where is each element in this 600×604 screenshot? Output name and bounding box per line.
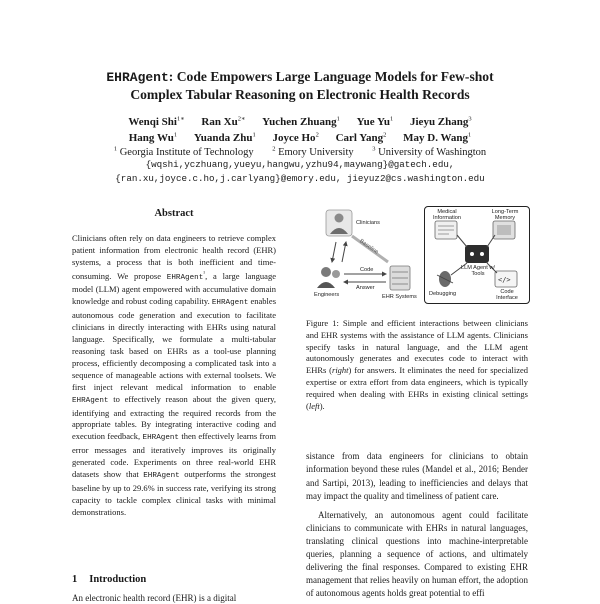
left-column: [72, 208, 276, 519]
author: Yuanda Zhu$^1$: [193, 131, 256, 144]
label-clinicians: Clinicians: [356, 220, 380, 226]
affiliation: $^1$ Georgia Institute of Technology: [113, 145, 254, 158]
author-row-2: [50, 130, 550, 146]
title-code-name: EHRAgent: [106, 70, 169, 85]
debugging-icon: [437, 271, 453, 287]
affiliation: $^2$ Emory University: [272, 145, 354, 158]
author: Joyce Ho$^2$: [272, 131, 319, 144]
author: Yue Yu$^1$: [356, 115, 394, 128]
right-paragraph-1: sistance from data engineers for clinicians to obtain information beyond these rules (Mandel et al., 2016; Bender and Sartipi, 2013), leading to inefficiencies and delays that may impact the quality and timeliness of patient care.: [306, 451, 528, 501]
label-baseline: Baseline: [358, 238, 380, 256]
figure-left-panel: [312, 206, 422, 302]
author: Hang Wu$^1$: [128, 131, 178, 144]
figure-1-caption: Figure 1: Simple and efficient interactions between clinicians and EHR systems with the assistance of LLM agents. Clinicians specify tasks in natural language, and the LLM agent autonomously generates and executes code to interact with EHRs (right) for answers. It eliminates the need for specialized expertise or extra effort from data engineers, which is typically required when dealing with EHRs in existing clinical settings (left).: [306, 318, 528, 411]
paper-title: [40, 68, 560, 103]
author: May D. Wang$^1$: [403, 131, 472, 144]
author-emails: [60, 158, 540, 186]
author: Ran $Xu^{2∗}$: [201, 115, 246, 128]
author-list: [50, 114, 550, 146]
abstract-text: Clinicians often rely on data engineers to retrieve complex patient information from electronic health record (EHR) systems, a process that is both inefficient and time-consuming. We propose EHRAgent$^{^1}$, a large language model (LLM) agent empowered with accumulative domain knowledge and robust coding capability. EHRAgent enables autonomous code generation and execution to facilitate clinicians in directly interacting with EHRs using natural language. Specifically, we formulate a multi-tabular reasoning task based on EHRs as a tool-use planning process, efficiently decomposing a complicated task into a sequence of manageable actions with external toolsets. We first inject relevant medical information to enable EHRAgent to effectively reason about the given query, identifying and extracting the required records from the appropriate tables. By integrating interactive coding and execution feedback, EHRAgent then effectively learns from error messages and iteratively improves its originally generated code. Experiments on three real-world EHR datasets show that EHRAgent outperforms the strongest baseline by up to 29.6% in success rate, verifying its strong capacity to tackle complex clinical tasks with minimal demonstrations.: [72, 233, 277, 517]
llm-agent-icon: [465, 245, 489, 263]
author-row-1: [50, 114, 550, 130]
title-line1: : Code Empowers Large Language Models for Few-shot: [168, 69, 494, 84]
figure-right-panel: [424, 206, 530, 304]
author: Jieyu Zhang$^3$: [410, 115, 472, 128]
svg-text:</>: </>: [498, 276, 511, 284]
section-heading-introduction: 1 Introduction: [72, 574, 147, 585]
author: Yuchen Zhuang$^1$: [262, 115, 340, 128]
engineers-icon: [317, 267, 340, 288]
title-line2: Complex Tabular Reasoning on Electronic Health Records: [130, 87, 470, 102]
label-code-interface: Code Interface: [496, 289, 518, 301]
label-long-term-memory: Long-Term Memory: [491, 209, 519, 221]
label-medical-information: Medical Information: [433, 209, 461, 221]
footnote-marker: ¹: [203, 270, 206, 277]
email-line-1: {wqshi,yczhuang,yueyu,hangwu,yzhu94,maywang}@gatech.edu,: [145, 159, 455, 170]
label-ehr-systems: EHR Systems: [382, 294, 417, 300]
label-answer: Answer: [356, 285, 375, 291]
label-engineers: Engineers: [314, 292, 340, 298]
code-interface-icon: [495, 271, 517, 287]
label-debugging: Debugging: [429, 291, 457, 297]
author: Wenqi Shi$^{1∗}$: [128, 115, 185, 128]
author: Carl Yang$^2$: [335, 131, 387, 144]
memory-icon: [493, 221, 515, 239]
affiliation: $^3$ University of Washington: [372, 145, 487, 158]
ehr-server-icon: [390, 266, 410, 290]
right-column: [306, 204, 528, 600]
introduction-text: An electronic health record (EHR) is a digital: [72, 593, 237, 603]
abstract-heading: Abstract: [154, 208, 194, 219]
email-line-2: {ran.xu,joyce.c.ho,j.carlyang}@emory.edu, jieyuz2@cs.washington.edu: [115, 173, 485, 184]
medical-info-icon: [435, 221, 457, 239]
right-paragraph-2: Alternatively, an autonomous agent could facilitate clinicians to communicate with EHRs in natural languages, translating clinical questions into machine-interpretable queries, planning a sequence of actions, and ultimately delivering the final responses. Compared to existing EHR management that relies heavily on human effort, the adoption of autonomous agents holds great potential to effi: [306, 509, 528, 599]
label-llm-agent: LLM Agent w/ Tools: [461, 265, 495, 277]
figure-1: [306, 204, 528, 306]
label-code: Code: [360, 267, 374, 273]
clinician-icon: [326, 210, 352, 236]
